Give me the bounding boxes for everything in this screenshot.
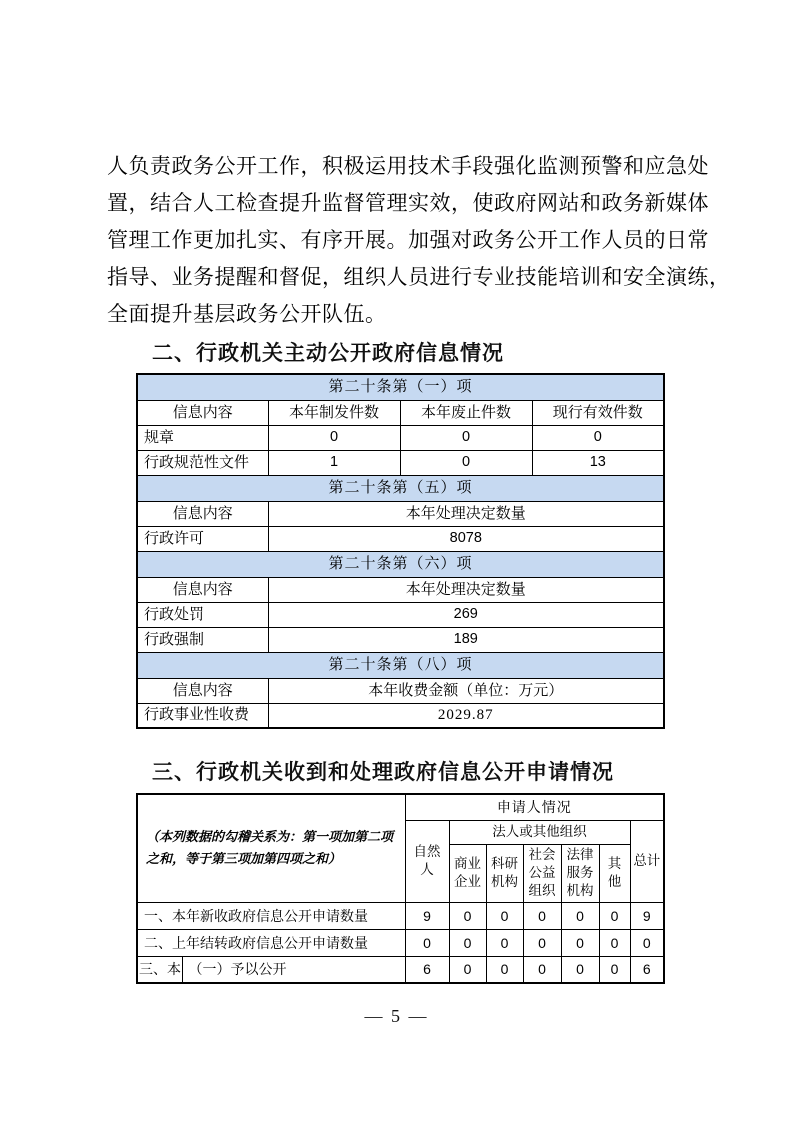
- column-header: 信息内容: [137, 678, 268, 703]
- table-band-row: [137, 551, 664, 577]
- row-label: 行政许可: [137, 526, 268, 551]
- request-handling-table: [136, 793, 665, 984]
- row-label: 行政规范性文件: [137, 450, 268, 475]
- column-header: 本年废止件数: [400, 400, 532, 425]
- row-label-prefix: 三、本: [137, 956, 182, 983]
- body-text-line: 全面提升基层政务公开队伍。: [107, 302, 387, 326]
- column-header-public-welfare: 社会公益组织: [523, 844, 561, 902]
- table-header-row: [137, 577, 664, 602]
- table-row: [137, 929, 664, 956]
- cell-value: 189: [268, 627, 664, 652]
- cell-value: 0: [561, 929, 599, 956]
- row-label: 一、本年新收政府信息公开申请数量: [137, 902, 405, 929]
- table-row: [137, 902, 664, 929]
- cell-value: 0: [486, 902, 523, 929]
- row-label: （一）予以公开: [182, 956, 405, 983]
- table-row: [137, 703, 664, 728]
- column-header-applicant: 申请人情况: [405, 794, 664, 820]
- cell-value: 0: [405, 929, 449, 956]
- cell-value: 8078: [268, 526, 664, 551]
- row-label: 规章: [137, 425, 268, 450]
- cell-value: 0: [449, 902, 486, 929]
- row-label: 行政处罚: [137, 602, 268, 627]
- column-header: 本年处理决定数量: [268, 577, 664, 602]
- column-header-other: 其他: [599, 844, 630, 902]
- cell-value: 1: [268, 450, 400, 475]
- table-header-row: [137, 400, 664, 425]
- body-text-line: 管理工作更加扎实、有序开展。加强对政务公开工作人员的日常: [107, 228, 709, 252]
- table-row: [137, 526, 664, 551]
- cell-value: 0: [486, 956, 523, 983]
- table-band-row: [137, 652, 664, 678]
- table-row: [137, 956, 664, 983]
- row-label: 二、上年结转政府信息公开申请数量: [137, 929, 405, 956]
- column-header-legal-service: 法律服务机构: [561, 844, 599, 902]
- column-header: 信息内容: [137, 501, 268, 526]
- table-band-row: [137, 475, 664, 501]
- body-text-line: 人负责政务公开工作，积极运用技术手段强化监测预警和应急处: [107, 154, 709, 178]
- cell-value: 9: [630, 902, 664, 929]
- cell-value: 0: [523, 929, 561, 956]
- column-header-legal-org: 法人或其他组织: [449, 820, 630, 844]
- table-row: [137, 627, 664, 652]
- column-header: 信息内容: [137, 577, 268, 602]
- column-header: 本年收费金额（单位：万元）: [268, 678, 664, 703]
- section-heading-request-handling: 三、行政机关收到和处理政府信息公开申请情况: [152, 761, 614, 784]
- cell-value: 0: [486, 929, 523, 956]
- table-band-row: [137, 374, 664, 400]
- body-text-line: 置，结合人工检查提升监督管理实效，使政府网站和政务新媒体: [107, 191, 709, 215]
- row-label: 行政事业性收费: [137, 703, 268, 728]
- column-header: 现行有效件数: [532, 400, 664, 425]
- column-header-commercial: 商业企业: [449, 844, 486, 902]
- table-row: [137, 450, 664, 475]
- row-label: 行政强制: [137, 627, 268, 652]
- cell-value: 0: [523, 956, 561, 983]
- cell-value: 0: [449, 929, 486, 956]
- table-row: [137, 602, 664, 627]
- proactive-disclosure-table: [136, 373, 665, 729]
- column-header-total: 总计: [630, 820, 664, 902]
- cell-value: 0: [561, 956, 599, 983]
- cell-value: 0: [400, 450, 532, 475]
- cell-value: 13: [532, 450, 664, 475]
- cell-value: 269: [268, 602, 664, 627]
- column-header: 本年制发件数: [268, 400, 400, 425]
- cell-value: 0: [449, 956, 486, 983]
- cell-value: 0: [268, 425, 400, 450]
- cell-value: 0: [599, 929, 630, 956]
- cell-value: 0: [532, 425, 664, 450]
- body-paragraph: [107, 148, 731, 333]
- clause-band-title: 第二十条第（一）项: [137, 374, 664, 400]
- table-row: [137, 425, 664, 450]
- cell-value: 0: [630, 929, 664, 956]
- column-header: 本年处理决定数量: [268, 501, 664, 526]
- table-header-row: [137, 678, 664, 703]
- page-number: — 5 —: [364, 1006, 429, 1026]
- cell-value: 6: [630, 956, 664, 983]
- section-heading-proactive-disclosure: 二、行政机关主动公开政府信息情况: [152, 342, 504, 365]
- clause-band-title: 第二十条第（五）项: [137, 475, 664, 501]
- column-header: 信息内容: [137, 400, 268, 425]
- cell-value: 6: [405, 956, 449, 983]
- table-header-row: [137, 501, 664, 526]
- clause-band-title: 第二十条第（六）项: [137, 551, 664, 577]
- cell-value: 0: [523, 902, 561, 929]
- cell-value: 9: [405, 902, 449, 929]
- column-header-research: 科研机构: [486, 844, 523, 902]
- reconciliation-note: （本列数据的勾稽关系为：第一项加第二项之和，等于第三项加第四项之和）: [137, 794, 405, 902]
- body-text-line: 指导、业务提醒和督促，组织人员进行专业技能培训和安全演练，: [107, 265, 731, 289]
- cell-value: 0: [400, 425, 532, 450]
- column-header-natural-person: 自然人: [405, 820, 449, 902]
- cell-value: 0: [599, 956, 630, 983]
- clause-band-title: 第二十条第（八）项: [137, 652, 664, 678]
- cell-value: 2029.87: [268, 703, 664, 728]
- cell-value: 0: [599, 902, 630, 929]
- cell-value: 0: [561, 902, 599, 929]
- table-header-row: [137, 794, 664, 820]
